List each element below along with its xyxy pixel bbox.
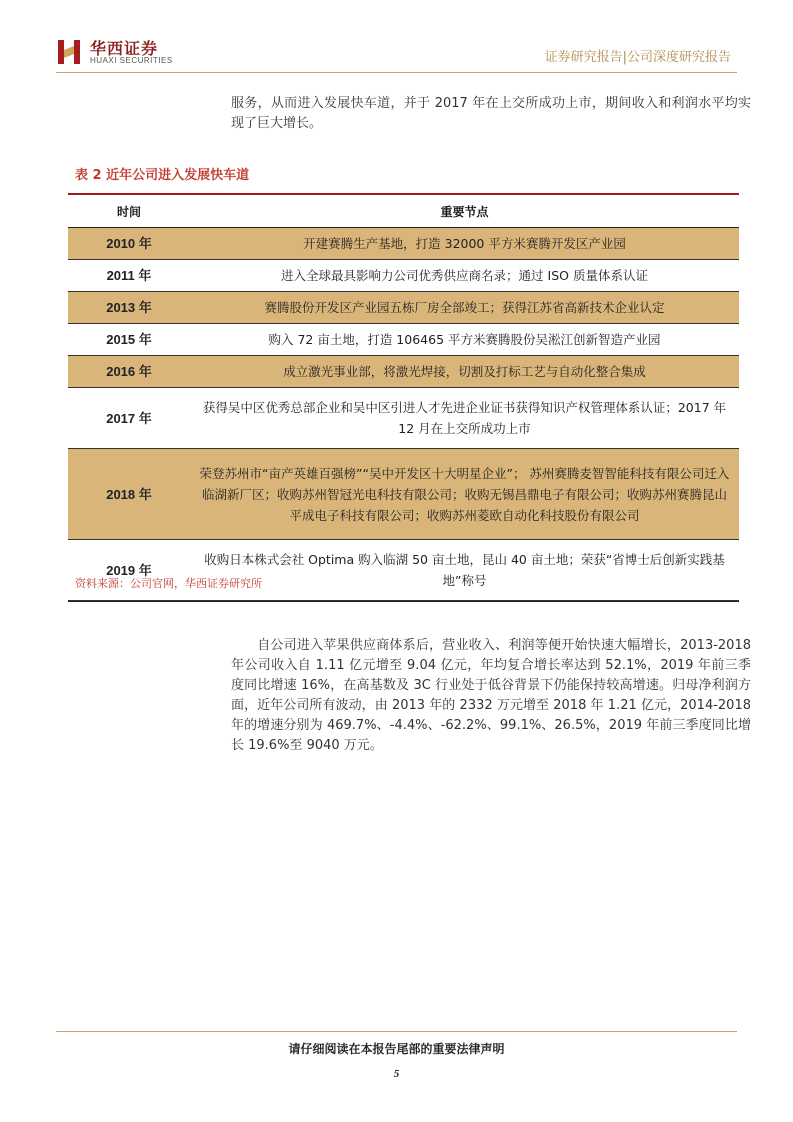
intro-paragraph: 服务，从而进入发展快车道，并于 2017 年在上交所成功上市，期间收入和利润水平均实现了巨大增长。 bbox=[231, 96, 751, 131]
table-row bbox=[68, 260, 739, 292]
row-event: 进入全球最具影响力公司优秀供应商名录；通过 ISO 质量体系认证 bbox=[190, 260, 739, 292]
footer-divider bbox=[56, 1031, 737, 1032]
table-title: 表 2 近年公司进入发展快车道 bbox=[75, 168, 250, 183]
row-year: 2018 年 bbox=[68, 449, 190, 540]
row-event: 开建赛腾生产基地，打造 32000 平方米赛腾开发区产业园 bbox=[190, 228, 739, 260]
row-year: 2019 年 bbox=[68, 540, 190, 601]
header-time: 时间 bbox=[68, 195, 190, 228]
row-event: 获得吴中区优秀总部企业和吴中区引进人才先进企业证书获得知识产权管理体系认证；2017 年 12 月在上交所成功上市 bbox=[190, 388, 739, 449]
report-type-label: 证券研究报告|公司深度研究报告 bbox=[544, 50, 731, 65]
table-source-note: 资料来源：公司官网，华西证券研究所 bbox=[75, 577, 262, 590]
body-paragraph-text: 自公司进入苹果供应商体系后，营业收入、利润等便开始快速大幅增长，2013-2018 年公司收入自 1.11 亿元增至 9.04 亿元，年均复合增长率达到 52.1%，2019 年前三季度同比增速 16%，在高基数及 3C 行业处于低谷背景下仍能保持较高增速。归母净利润方面，近年公司所有波动，由 2013 年的 2332 万元增至 2018 年 1.21 亿元，2014-2018 年的增速分别为 469.7%、-4.4%、-62.2%、99.1%、26.5%，2019 年前三季度同比增长 19.6%至 9040 万元。 bbox=[231, 638, 751, 753]
table-row bbox=[68, 292, 739, 324]
table-header-row bbox=[68, 195, 739, 228]
table-row bbox=[68, 449, 739, 540]
row-year: 2010 年 bbox=[68, 228, 190, 260]
row-year: 2017 年 bbox=[68, 388, 190, 449]
row-event: 荣登苏州市“亩产英雄百强榜”“吴中开发区十大明星企业”； 苏州赛腾麦智智能科技有限公司迁入临湖新厂区；收购苏州智冠光电科技有限公司；收购无锡昌鼎电子有限公司；收购苏州赛腾昆山平成电子科技有限公司；收购苏州菱欧自动化科技股份有限公司 bbox=[190, 449, 739, 540]
page-number: 5 bbox=[393, 1068, 400, 1080]
milestones-table bbox=[68, 193, 739, 602]
row-year: 2015 年 bbox=[68, 324, 190, 356]
header-divider bbox=[56, 72, 737, 73]
body-paragraph bbox=[231, 636, 751, 756]
brand-name-cn: 华西证券 bbox=[90, 39, 159, 58]
row-year: 2011 年 bbox=[68, 260, 190, 292]
row-year: 2016 年 bbox=[68, 356, 190, 388]
table-row bbox=[68, 228, 739, 260]
row-event: 购入 72 亩土地，打造 106465 平方米赛腾股份吴淞江创新智造产业园 bbox=[190, 324, 739, 356]
table-row bbox=[68, 540, 739, 601]
table-row bbox=[68, 388, 739, 449]
row-year: 2013 年 bbox=[68, 292, 190, 324]
header-milestone: 重要节点 bbox=[190, 195, 739, 228]
row-event: 收购日本株式会社 Optima 购入临湖 50 亩土地，昆山 40 亩土地；荣获“省博士后创新实践基地”称号 bbox=[190, 540, 739, 601]
row-event: 成立激光事业部，将激光焊接，切割及打标工艺与自动化整合集成 bbox=[190, 356, 739, 388]
brand-name-en: HUAXI SECURITIES bbox=[90, 56, 173, 65]
table-row bbox=[68, 356, 739, 388]
row-event: 赛腾股份开发区产业园五栋厂房全部竣工；获得江苏省高新技术企业认定 bbox=[190, 292, 739, 324]
table-row bbox=[68, 324, 739, 356]
legal-disclaimer-note: 请仔细阅读在本报告尾部的重要法律声明 bbox=[288, 1042, 505, 1056]
huaxi-logo-icon bbox=[56, 38, 82, 66]
